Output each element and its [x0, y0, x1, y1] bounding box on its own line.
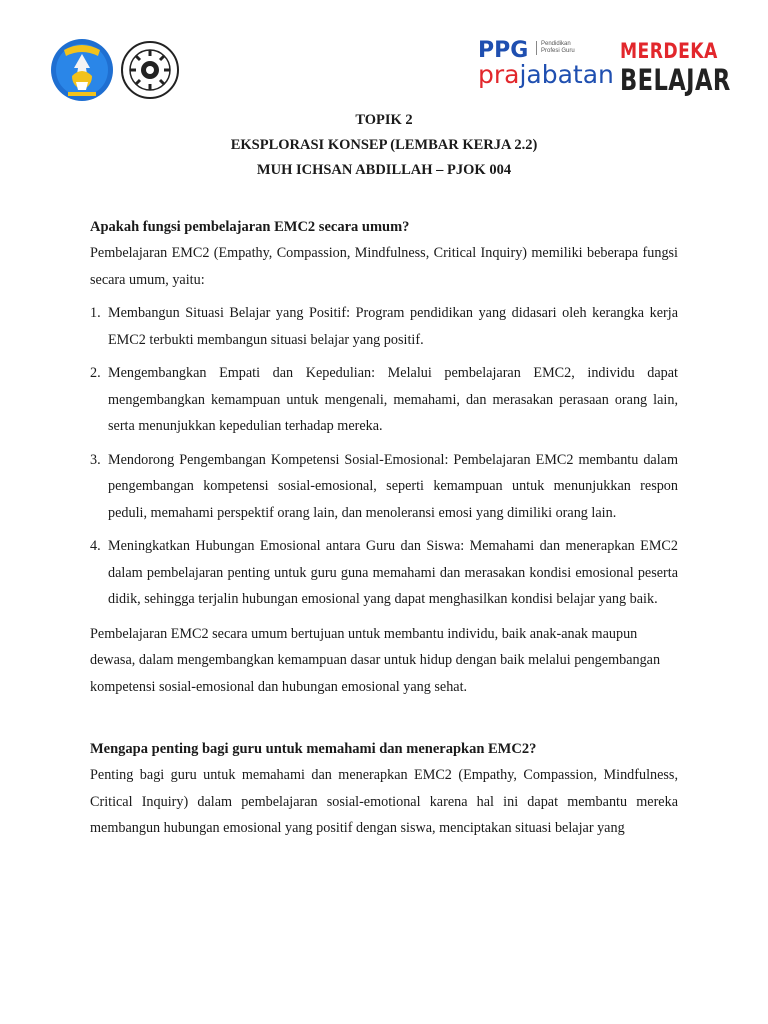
belajar-logo-text: BELAJAR [620, 63, 731, 97]
ppg-logo-text: PPG [478, 38, 529, 63]
list-item: 1. Membangun Situasi Belajar yang Positif: Program pendidikan yang didasari oleh kerangka kerja EMC2 terbukti membangun situasi belajar yang positif. [90, 305, 678, 348]
document-title [0, 108, 768, 183]
document-body [90, 214, 678, 842]
list-item: 4. Meningkatkan Hubungan Emosional antara Guru dan Siswa: Memahami dan menerapkan EMC2 dalam pembelajaran penting untuk guru guna memahami dan merasakan kondisi emosional peserta didik, sehingga terjalin hubungan emosional yang dapat menghasilkan kondisi belajar yang baik. [90, 538, 678, 607]
worksheet-heading: EKSPLORASI KONSEP (LEMBAR KERJA 2.2) [230, 137, 538, 153]
prajabatan-logo-text: prajabatan [478, 60, 614, 89]
intro-paragraph: Pembelajaran EMC2 (Empathy, Compassion, Mindfulness, Critical Inquiry) memiliki beberapa fungsi secara umum, yaitu: [90, 245, 678, 288]
author-heading: MUH ICHSAN ABDILLAH – PJOK 004 [256, 162, 512, 178]
list-item: 3. Mendorong Pengembangan Kompetensi Sosial-Emosional: Pembelajaran EMC2 membantu dalam pengembangan kompetensi sosial-emosional, seperti kemampuan untuk menunjukkan respon peduli, memahami perspektif orang lain, dan menoleransi emosi yang dimiliki orang lain. [90, 451, 678, 521]
ppg-subtitle: Pendidikan Profesi Guru [536, 41, 581, 55]
list-item: 2. Mengembangkan Empati dan Kepedulian: Melalui pembelajaran EMC2, individu dapat mengembangkan kemampuan untuk mengenali, memahami, dan merasakan perasaan orang lain, serta menunjukkan kepedulian terhadap mereka. [90, 365, 678, 434]
kemdikbud-logo-icon [50, 36, 180, 106]
answer-paragraph: Penting bagi guru untuk memahami dan menerapkan EMC2 (Empathy, Compassion, Mindfulness, Critical Inquiry) dalam pembelajaran sosial-emotional karena hal ini dapat membantu mereka membangun hubungan emosional yang positif dengan siswa, menciptakan situasi belajar yang [90, 767, 678, 836]
ppg-merdeka-logos [478, 38, 731, 98]
topic-heading: TOPIK 2 [355, 112, 413, 128]
summary-paragraph: Pembelajaran EMC2 secara umum bertujuan untuk membantu individu, baik anak-anak maupun dewasa, dalam mengembangkan kemampuan dasar untuk hidup dengan baik melalui pengembangan kompetensi sosial-emosional dan hubungan emosional yang sehat. [90, 625, 661, 695]
institution-logos [50, 36, 180, 106]
question-1: Apakah fungsi pembelajaran EMC2 secara umum? [90, 219, 410, 235]
merdeka-logo-text: MERDEKA [620, 39, 718, 63]
question-2: Mengapa penting bagi guru untuk memahami dan menerapkan EMC2? [90, 741, 537, 757]
